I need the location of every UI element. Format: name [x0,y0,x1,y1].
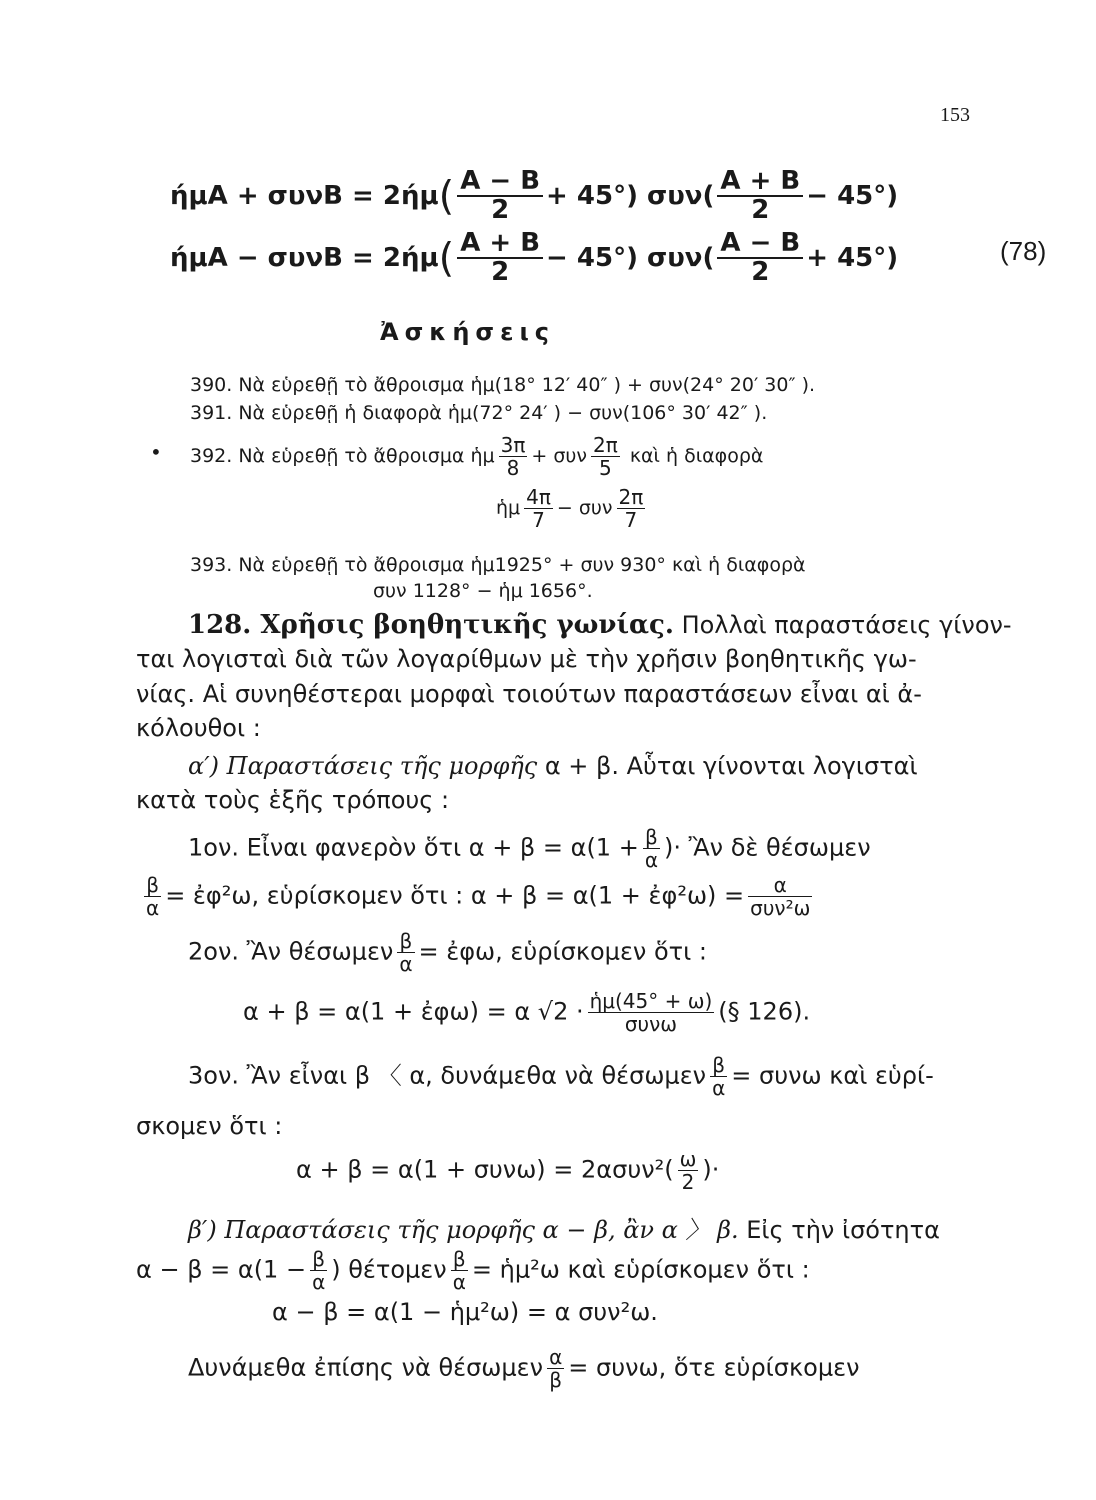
formula-2-mid: − 45°) συν( [546,242,715,273]
method-3-formula-lhs: α + β = α(1 + συνω) = 2ασυν²( [296,1155,674,1184]
section-128-line-1 [188,610,1012,640]
exercise-392-text: 392. Νὰ εὑρεθῇ τὸ ἄθροισμα ἡμ [190,445,495,467]
subsection-a-title [188,752,918,780]
subsection-a-heading: α′) Παραστάσεις τῆς μορφῆς [188,752,538,780]
ex392-minus-cos: − συν [556,497,613,519]
method-1-frac-num: β [643,826,660,849]
subsection-b-eq-lhs: α − β = α(1 − [136,1255,307,1284]
method-1b-frac-num: β [144,874,161,897]
formula-1-frac1-num: Α − Β [457,168,543,197]
subsection-b-line-2 [136,1248,810,1293]
subsection-b-text-2: ) θέτομεν [331,1255,447,1284]
ex392-frac1-num: 3π [500,433,526,457]
section-text-1: Πολλαὶ παραστάσεις γίνον- [681,611,1012,639]
formula-line-1: ήμΑ + συνΒ = 2ήμ( $\frac{A - B}{2}$ + 45°) συν( $\frac{A + B}{2}$ − 45°) [170,166,899,226]
ex392-frac4-den: 7 [624,508,638,532]
formula-1-frac2-den: 2 [751,195,770,226]
exercises-heading: Ἀσκήσεις [380,318,556,346]
section-128-line-2: ται λογισταὶ διὰ τῶν λογαρίθμων μὲ τὴν χρῆσιν βοηθητικῆς γω- [136,645,917,673]
final-line-text-2: = συνω, ὅτε εὑρίσκομεν [568,1353,860,1382]
subsection-b-text-3: = ἡμ²ω καὶ εὑρίσκομεν ὅτι : [471,1255,810,1284]
exercise-390: 390. Νὰ εὑρεθῇ τὸ ἄθροισμα ἡμ(18° 12′ 40″ ) + συν(24° 20′ 30″ ). [190,374,816,396]
formula-2-tail: + 45°) [806,242,899,273]
section-128-line-4: κόλουθοι : [136,714,261,742]
method-2-text: 2ον. Ἂν θέσωμεν [188,937,394,966]
formula-1-frac1-den: 2 [491,195,510,226]
method-1b-frac2-num: α [748,874,812,897]
method-1b-frac-den: α [146,896,160,920]
method-2-formula-frac-den: συνω [624,1012,678,1036]
method-3-formula-end: )· [702,1155,720,1184]
exercise-393: 393. Νὰ εὑρεθῇ τὸ ἄθροισμα ἡμ1925° + συν 930° καὶ ἡ διαφορὰ [190,554,806,576]
method-3-text-2: = συνω καὶ εὑρί- [731,1061,934,1090]
method-2-formula-frac-num: ἡμ(45° + ω) [589,989,713,1013]
method-2-formula-ref: (§ 126). [718,997,811,1026]
ex392-frac2-den: 5 [599,456,612,480]
method-2-formula-lhs: α + β = α(1 + ἐφω) = α √2 · [243,997,584,1026]
formula-2-frac1-den: 2 [491,257,510,288]
ex392-frac4-num: 2π [618,485,644,509]
final-line [188,1346,859,1391]
method-2-frac-den: α [399,952,413,976]
method-3-line [188,1054,934,1099]
method-2-formula [243,990,810,1035]
method-2-line [188,930,707,975]
exercise-392 [190,434,763,479]
formula-2-frac1-num: Α + Β [457,230,543,259]
final-line-frac-num: α [549,1345,563,1369]
method-3-formula-frac-den: 2 [681,1170,695,1194]
method-1-text: 1ον. Εἶναι φανερὸν ὅτι α + β = α(1 + [188,833,639,862]
ex392-frac3-den: 7 [532,508,545,532]
method-2-text-2: = ἐφω, εὑρίσκομεν ὅτι : [418,937,707,966]
ex392-and-difference: καὶ ἡ διαφορὰ [629,445,764,467]
ex392-sin: ἡμ [496,497,521,519]
formula-1-tail: − 45°) [806,180,899,211]
formula-1-lhs: ήμΑ + συνΒ = 2ήμ [170,180,439,211]
method-1b-frac2-den: συν²ω [750,896,811,920]
final-line-text: Δυνάμεθα ἐπίσης νὰ θέσωμεν [188,1353,544,1382]
ex392-plus-cos: + συν [531,445,587,467]
method-3-line-2: σκομεν ὅτι : [136,1112,283,1140]
formula-1-mid: + 45°) συν( [546,180,715,211]
formula-1-frac2-num: Α + Β [717,168,803,197]
subsection-b-frac2-num: β [451,1248,468,1271]
subsection-b-title [188,1210,940,1245]
subsection-b-frac-num: β [310,1248,327,1271]
method-3-text: 3ον. Ἂν εἶναι β 〈 α, δυνάμεθα νὰ θέσωμεν [188,1061,707,1090]
exercise-391: 391. Νὰ εὑρεθῇ ἡ διαφορὰ ἡμ(72° 24′ ) − συν(106° 30′ 42″ ). [190,402,768,424]
final-line-frac-den: β [549,1368,563,1392]
page-number: 153 [940,104,970,126]
ex392-frac3-num: 4π [526,485,551,509]
method-1b-text: = ἐφ²ω, εὑρίσκομεν ὅτι : α + β = α(1 + ἐφ²ω) = [165,881,745,910]
margin-mark: • [150,440,162,464]
section-title: 128. Χρῆσις βοηθητικῆς γωνίας. [188,610,674,640]
section-128-line-3: νίας. Αἱ συνηθέστεραι μορφαὶ τοιούτων παραστάσεων εἶναι αἱ ἀ- [136,680,922,708]
subsection-a-text: α + β. Αὗται γίνονται λογισταὶ [544,752,918,780]
subsection-b-heading: β′) Παραστάσεις τῆς μορφῆς α − β, ἂν α 〉 β. [188,1216,739,1244]
method-2-frac-num: β [397,930,414,953]
method-3-frac-den: α [712,1076,726,1100]
equation-number: (78) [1000,236,1047,266]
method-3-frac-num: β [710,1054,727,1077]
subsection-b-formula: α − β = α(1 − ἡμ²ω) = α συν²ω. [272,1298,658,1326]
exercise-393-line2: συν 1128° − ἡμ 1656°. [373,580,593,602]
method-1-line [188,826,871,871]
subsection-b-frac-den: α [312,1270,326,1294]
formula-2-frac2-den: 2 [751,257,770,288]
method-3-formula [296,1148,719,1193]
method-3-formula-frac-num: ω [679,1147,697,1171]
formula-2-frac2-num: Α − Β [717,230,803,259]
ex392-frac1-den: 8 [506,456,520,480]
formula-line-2: ήμΑ − συνΒ = 2ήμ( $\frac{A + B}{2}$ − 45°) συν( $\frac{A - B}{2}$ + 45°) [170,228,899,288]
subsection-b-text: Εἰς τὴν ἰσότητα [746,1216,940,1244]
subsection-b-frac2-den: α [452,1270,466,1294]
exercise-392-difference [496,486,649,531]
method-1-text-2: )· Ἂν δὲ θέσωμεν [664,833,871,862]
ex392-frac2-num: 2π [593,433,618,457]
subsection-a-line-2: κατὰ τοὺς ἑξῆς τρόπους : [136,786,450,814]
formula-2-lhs: ήμΑ − συνΒ = 2ήμ [170,242,439,273]
method-1-frac-den: α [644,848,658,872]
method-1-line-2 [140,874,816,919]
